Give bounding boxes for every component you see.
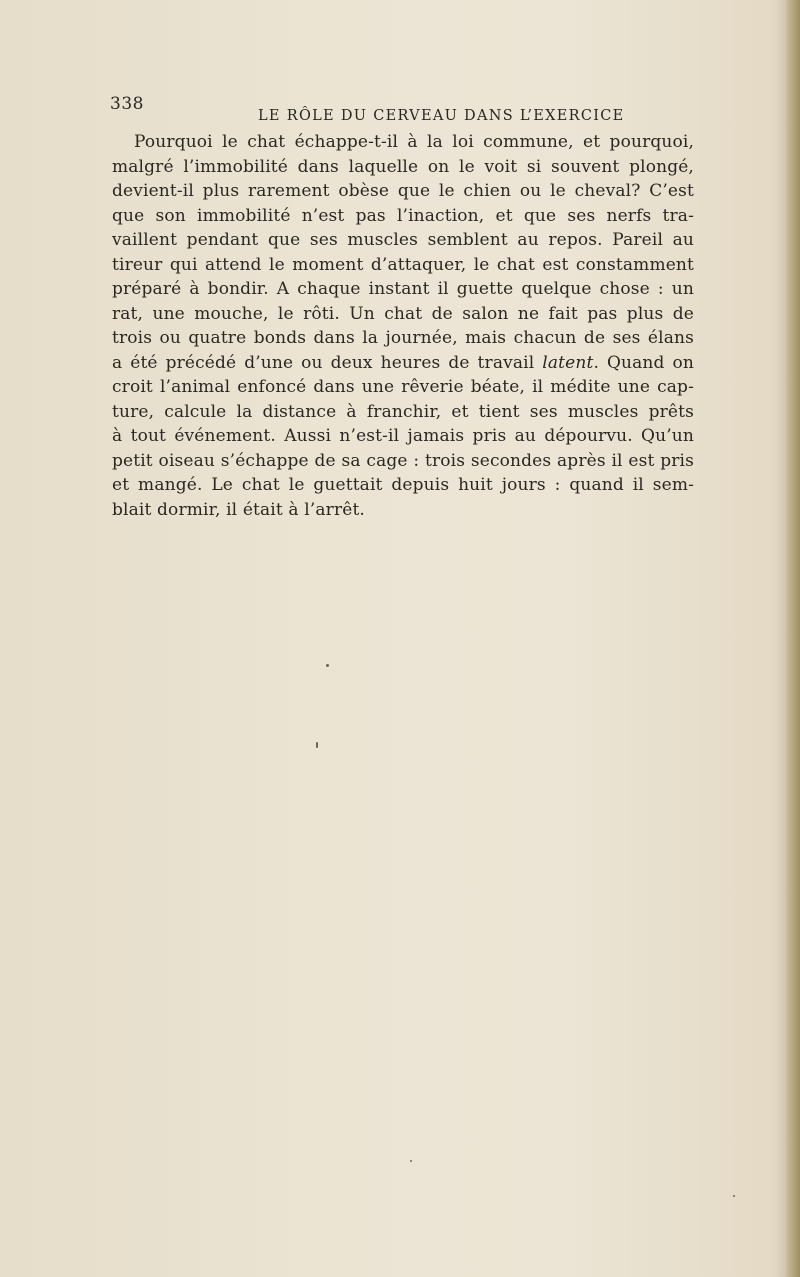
body-paragraph — [112, 130, 694, 522]
text-line: et mangé. Le chat le guettait depuis huit jours : quand il sem- — [112, 475, 694, 495]
text-line-with-italic — [112, 351, 694, 376]
text-line: que son immobilité n’est pas l’inaction, et que ses nerfs tra- — [112, 205, 694, 226]
page-edge — [786, 0, 800, 1277]
text-line: ture, calcule la distance à franchir, et tient ses muscles prêts — [112, 401, 694, 422]
text-segment: . Quand on — [593, 352, 695, 373]
text-segment: a été précédé d’une ou deux heures de travail — [112, 352, 535, 373]
text-line: croit l’animal enfoncé dans une rêverie béate, il médite une cap- — [112, 377, 694, 397]
page-number: 338 — [110, 94, 144, 114]
paper-speck — [733, 1195, 735, 1197]
paper-speck — [410, 1160, 412, 1162]
text-line: vaillent pendant que ses muscles semblent au repos. Pareil au — [112, 230, 694, 250]
paper-speck — [326, 664, 329, 667]
text-line: à tout événement. Aussi n’est-il jamais pris au dépourvu. Qu’un — [112, 426, 694, 446]
text-line: trois ou quatre bonds dans la journée, mais chacun de ses élans — [112, 328, 694, 348]
text-line: préparé à bondir. A chaque instant il guette quelque chose : un — [112, 279, 694, 299]
text-line: blait dormir, il était à l’arrêt. — [112, 499, 365, 520]
italic-word: latent — [542, 352, 594, 373]
paper-speck — [316, 742, 318, 748]
text-line: petit oiseau s’échappe de sa cage : trois secondes après il est pris — [112, 450, 694, 471]
page-edge-shadow — [776, 0, 786, 1277]
text-line: malgré l’immobilité dans laquelle on le voit si souvent plongé, — [112, 156, 694, 177]
text-line: rat, une mouche, le rôti. Un chat de salon ne fait pas plus de — [112, 303, 694, 324]
text-line: devient-il plus rarement obèse que le chien ou le cheval? C’est — [112, 181, 694, 201]
running-head: LE RÔLE DU CERVEAU DANS L’EXERCICE — [258, 108, 625, 124]
text-line: Pourquoi le chat échappe-t-il à la loi commune, et pourquoi, — [134, 132, 694, 152]
text-line: tireur qui attend le moment d’attaquer, le chat est constamment — [112, 254, 694, 275]
